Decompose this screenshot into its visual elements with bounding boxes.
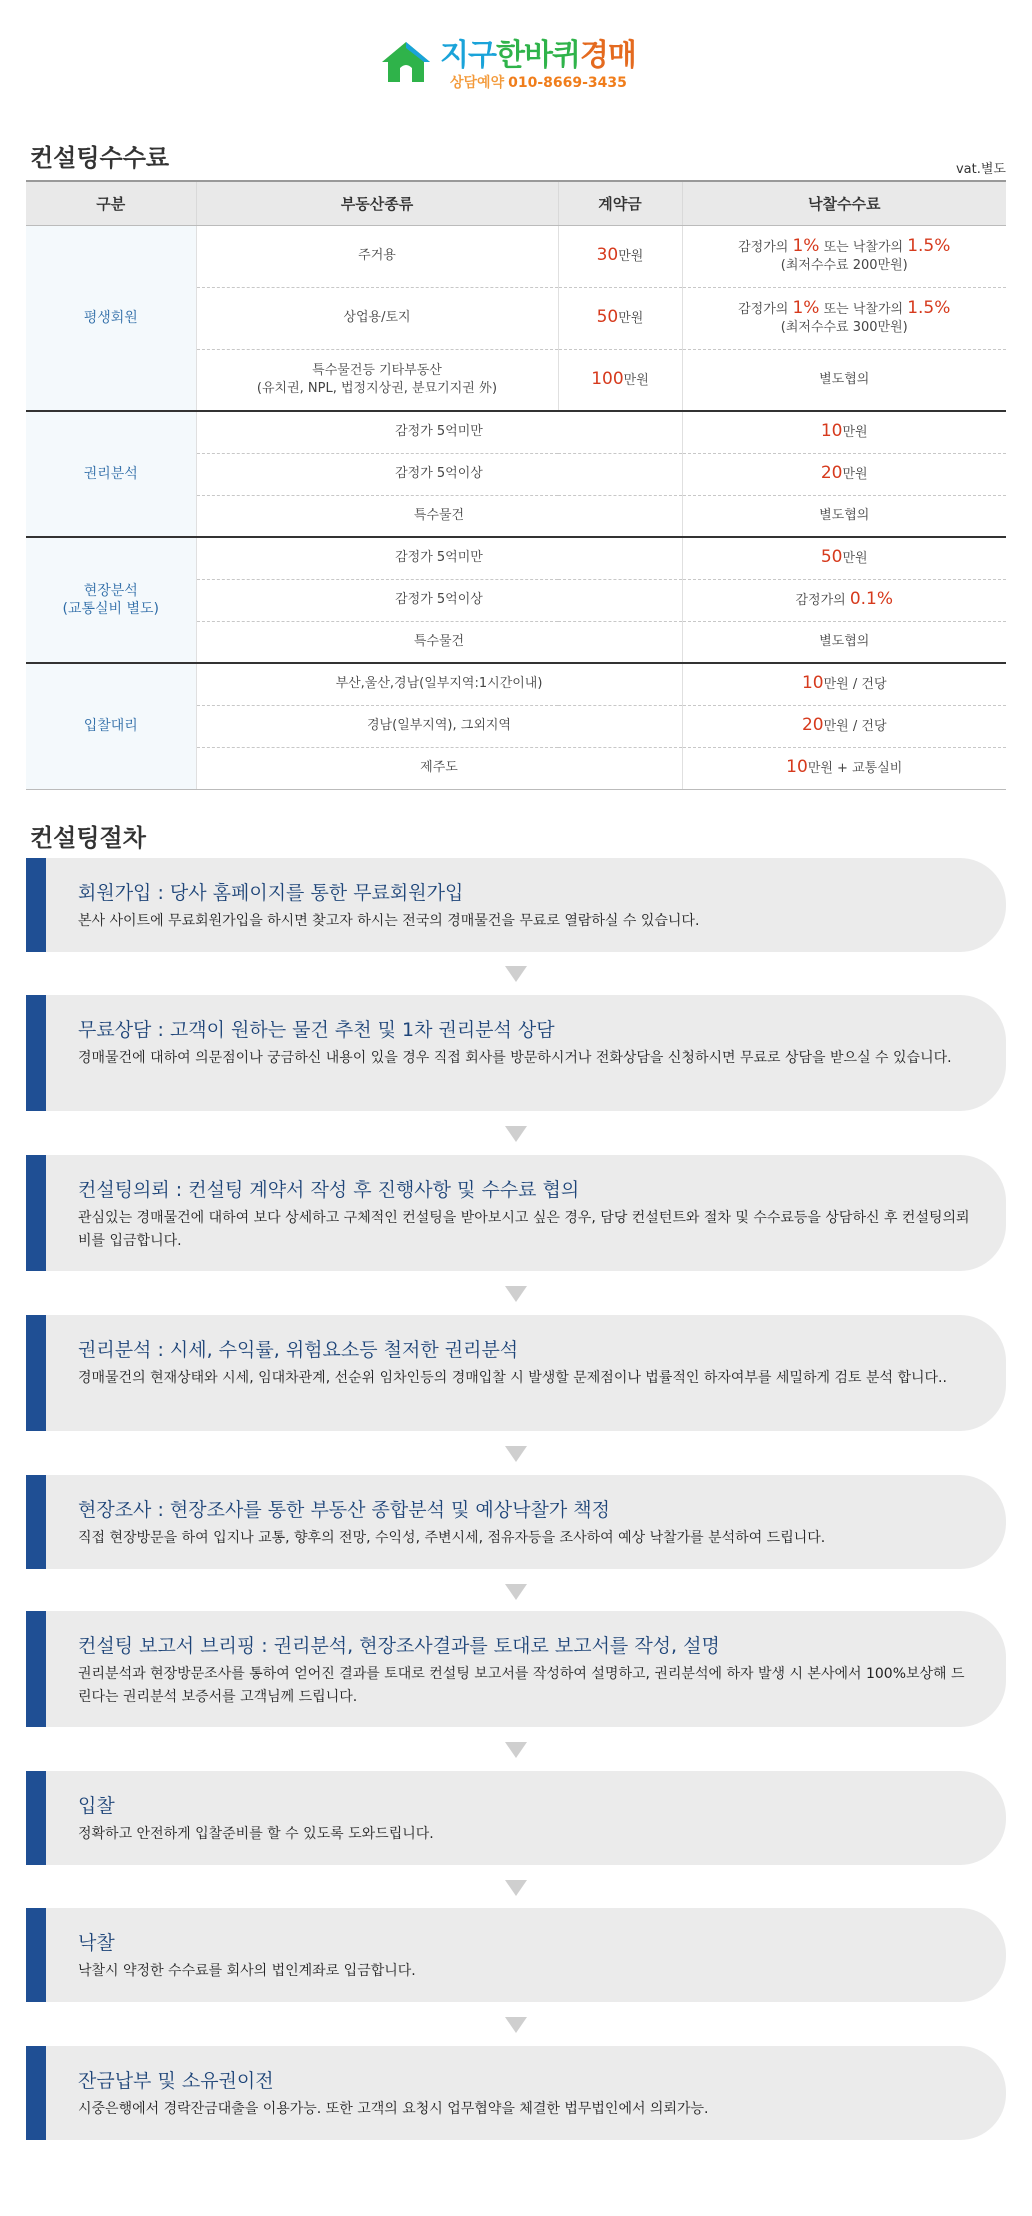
deposit: 100만원 (558, 349, 682, 411)
header-category: 구분 (26, 181, 196, 225)
house-icon (380, 40, 432, 84)
step-accent-bar (26, 995, 46, 1111)
property-type: 경남(일부지역), 그외지역 (196, 705, 682, 747)
step-report-briefing (26, 1611, 1006, 1727)
success-fee: 20만원 / 건당 (682, 705, 1006, 747)
step-accent-bar (26, 858, 46, 952)
success-fee: 별도협의 (682, 621, 1006, 663)
group-rights-analysis: 권리분석 (26, 411, 196, 537)
header-deposit: 계약금 (558, 181, 682, 225)
step-free-consult (26, 995, 1006, 1111)
table-row (26, 537, 1006, 579)
step-signup (26, 858, 1006, 952)
step-title: 입찰 (78, 1795, 115, 1817)
success-fee: 감정가의 1% 또는 낙찰가의 1.5% (최저수수료 200만원) (682, 225, 1006, 287)
down-arrow-icon (505, 1742, 527, 1758)
step-rights-analysis (26, 1315, 1006, 1431)
down-arrow-icon (505, 1446, 527, 1462)
process-section-title: 컨설팅절차 (30, 824, 146, 852)
property-type: 제주도 (196, 747, 682, 789)
logo-title: 지구한바퀴경매 (440, 38, 636, 73)
property-type: 감정가 5억미만 (196, 411, 682, 453)
step-description: 권리분석과 현장방문조사를 통하여 얻어진 결과를 토대로 컨설팅 보고서를 작성하여 설명하고, 권리분석에 하자 발생 시 본사에서 100%보상해 드린다는 권리분석 보증서를 고객님께 드립니다. (78, 1666, 965, 1705)
fees-section-title: 컨설팅수수료 (30, 144, 170, 172)
property-type: 상업용/토지 (196, 287, 558, 349)
deposit: 50만원 (558, 287, 682, 349)
group-field-analysis: 현장분석 (교통실비 별도) (26, 537, 196, 663)
step-description: 경매물건에 대하여 의문점이나 궁금하신 내용이 있을 경우 직접 회사를 방문하시거나 전화상담을 신청하시면 무료로 상담을 받으실 수 있습니다. (78, 1050, 952, 1066)
table-row (26, 225, 1006, 287)
success-fee: 별도협의 (682, 349, 1006, 411)
logo-phone: 상담예약 010-8669-3435 (450, 75, 627, 91)
step-description: 시중은행에서 경락잔금대출을 이용가능. 또한 고객의 요청시 업무협약을 체결한 법무법인에서 의뢰가능. (78, 2101, 709, 2117)
down-arrow-icon (505, 2017, 527, 2033)
step-winning-bid (26, 1908, 1006, 2002)
success-fee: 10만원 (682, 411, 1006, 453)
success-fee: 20만원 (682, 453, 1006, 495)
property-type: 특수물건 (196, 495, 682, 537)
success-fee: 감정가의 0.1% (682, 579, 1006, 621)
step-title: 무료상담 : 고객이 원하는 물건 추천 및 1차 권리분석 상담 (78, 1019, 555, 1041)
property-type: 감정가 5억미만 (196, 537, 682, 579)
down-arrow-icon (505, 1286, 527, 1302)
step-accent-bar (26, 2046, 46, 2140)
step-description: 직접 현장방문을 하여 입지나 교통, 향후의 전망, 수익성, 주변시세, 점유자등을 조사하여 예상 낙찰가를 분석하여 드립니다. (78, 1530, 826, 1546)
success-fee: 10만원 / 건당 (682, 663, 1006, 705)
property-type: 감정가 5억이상 (196, 579, 682, 621)
step-accent-bar (26, 1611, 46, 1727)
group-bid-proxy: 입찰대리 (26, 663, 196, 789)
step-title: 컨설팅 보고서 브리핑 : 권리분석, 현장조사결과를 토대로 보고서를 작성, 설명 (78, 1635, 720, 1657)
step-description: 본사 사이트에 무료회원가입을 하시면 찾고자 하시는 전국의 경매물건을 무료로 열람하실 수 있습니다. (78, 913, 700, 929)
step-title: 회원가입 : 당사 홈페이지를 통한 무료회원가입 (78, 882, 464, 904)
success-fee: 감정가의 1% 또는 낙찰가의 1.5% (최저수수료 300만원) (682, 287, 1006, 349)
step-title: 권리분석 : 시세, 수익률, 위험요소등 철저한 권리분석 (78, 1339, 519, 1361)
table-row (26, 411, 1006, 453)
step-description: 정확하고 안전하게 입찰준비를 할 수 있도록 도와드립니다. (78, 1826, 434, 1842)
step-accent-bar (26, 1908, 46, 2002)
fee-table-header (26, 181, 1006, 225)
vat-note: vat.별도 (955, 162, 1006, 177)
property-type: 부산,울산,경남(일부지역:1시간이내) (196, 663, 682, 705)
property-type: 특수물건등 기타부동산 (유치권, NPL, 법정지상권, 분묘기지권 外) (196, 349, 558, 411)
step-accent-bar (26, 1155, 46, 1271)
step-accent-bar (26, 1475, 46, 1569)
success-fee: 10만원 + 교통실비 (682, 747, 1006, 789)
step-title: 낙찰 (78, 1932, 115, 1954)
fee-table (26, 180, 1006, 790)
property-type: 특수물건 (196, 621, 682, 663)
step-description: 관심있는 경매물건에 대하여 보다 상세하고 구체적인 컨설팅을 받아보시고 싶은 경우, 담당 컨설턴트와 절차 및 수수료등을 상담하신 후 컨설팅의뢰비를 입금합니다. (78, 1210, 970, 1249)
down-arrow-icon (505, 1126, 527, 1142)
down-arrow-icon (505, 1880, 527, 1896)
step-accent-bar (26, 1315, 46, 1431)
property-type: 감정가 5억이상 (196, 453, 682, 495)
site-logo[interactable] (380, 36, 660, 96)
table-row (26, 663, 1006, 705)
success-fee: 별도협의 (682, 495, 1006, 537)
step-title: 현장조사 : 현장조사를 통한 부동산 종합분석 및 예상낙찰가 책정 (78, 1499, 610, 1521)
deposit: 30만원 (558, 225, 682, 287)
success-fee: 50만원 (682, 537, 1006, 579)
step-consulting-request (26, 1155, 1006, 1271)
down-arrow-icon (505, 966, 527, 982)
step-title: 잔금납부 및 소유권이전 (78, 2070, 274, 2092)
header-success-fee: 낙찰수수료 (682, 181, 1006, 225)
step-title: 컨설팅의뢰 : 컨설팅 계약서 작성 후 진행사항 및 수수료 협의 (78, 1179, 580, 1201)
step-accent-bar (26, 1771, 46, 1865)
step-field-survey (26, 1475, 1006, 1569)
group-lifetime-member: 평생회원 (26, 225, 196, 411)
step-bid (26, 1771, 1006, 1865)
down-arrow-icon (505, 1584, 527, 1600)
step-balance-ownership (26, 2046, 1006, 2140)
step-description: 낙찰시 약정한 수수료를 회사의 법인계좌로 입금합니다. (78, 1963, 416, 1979)
property-type: 주거용 (196, 225, 558, 287)
step-description: 경매물건의 현재상태와 시세, 임대차관계, 선순위 임차인등의 경매입찰 시 발생할 문제점이나 법률적인 하자여부를 세밀하게 검토 분석 합니다.. (78, 1370, 947, 1386)
header-property-type: 부동산종류 (196, 181, 558, 225)
